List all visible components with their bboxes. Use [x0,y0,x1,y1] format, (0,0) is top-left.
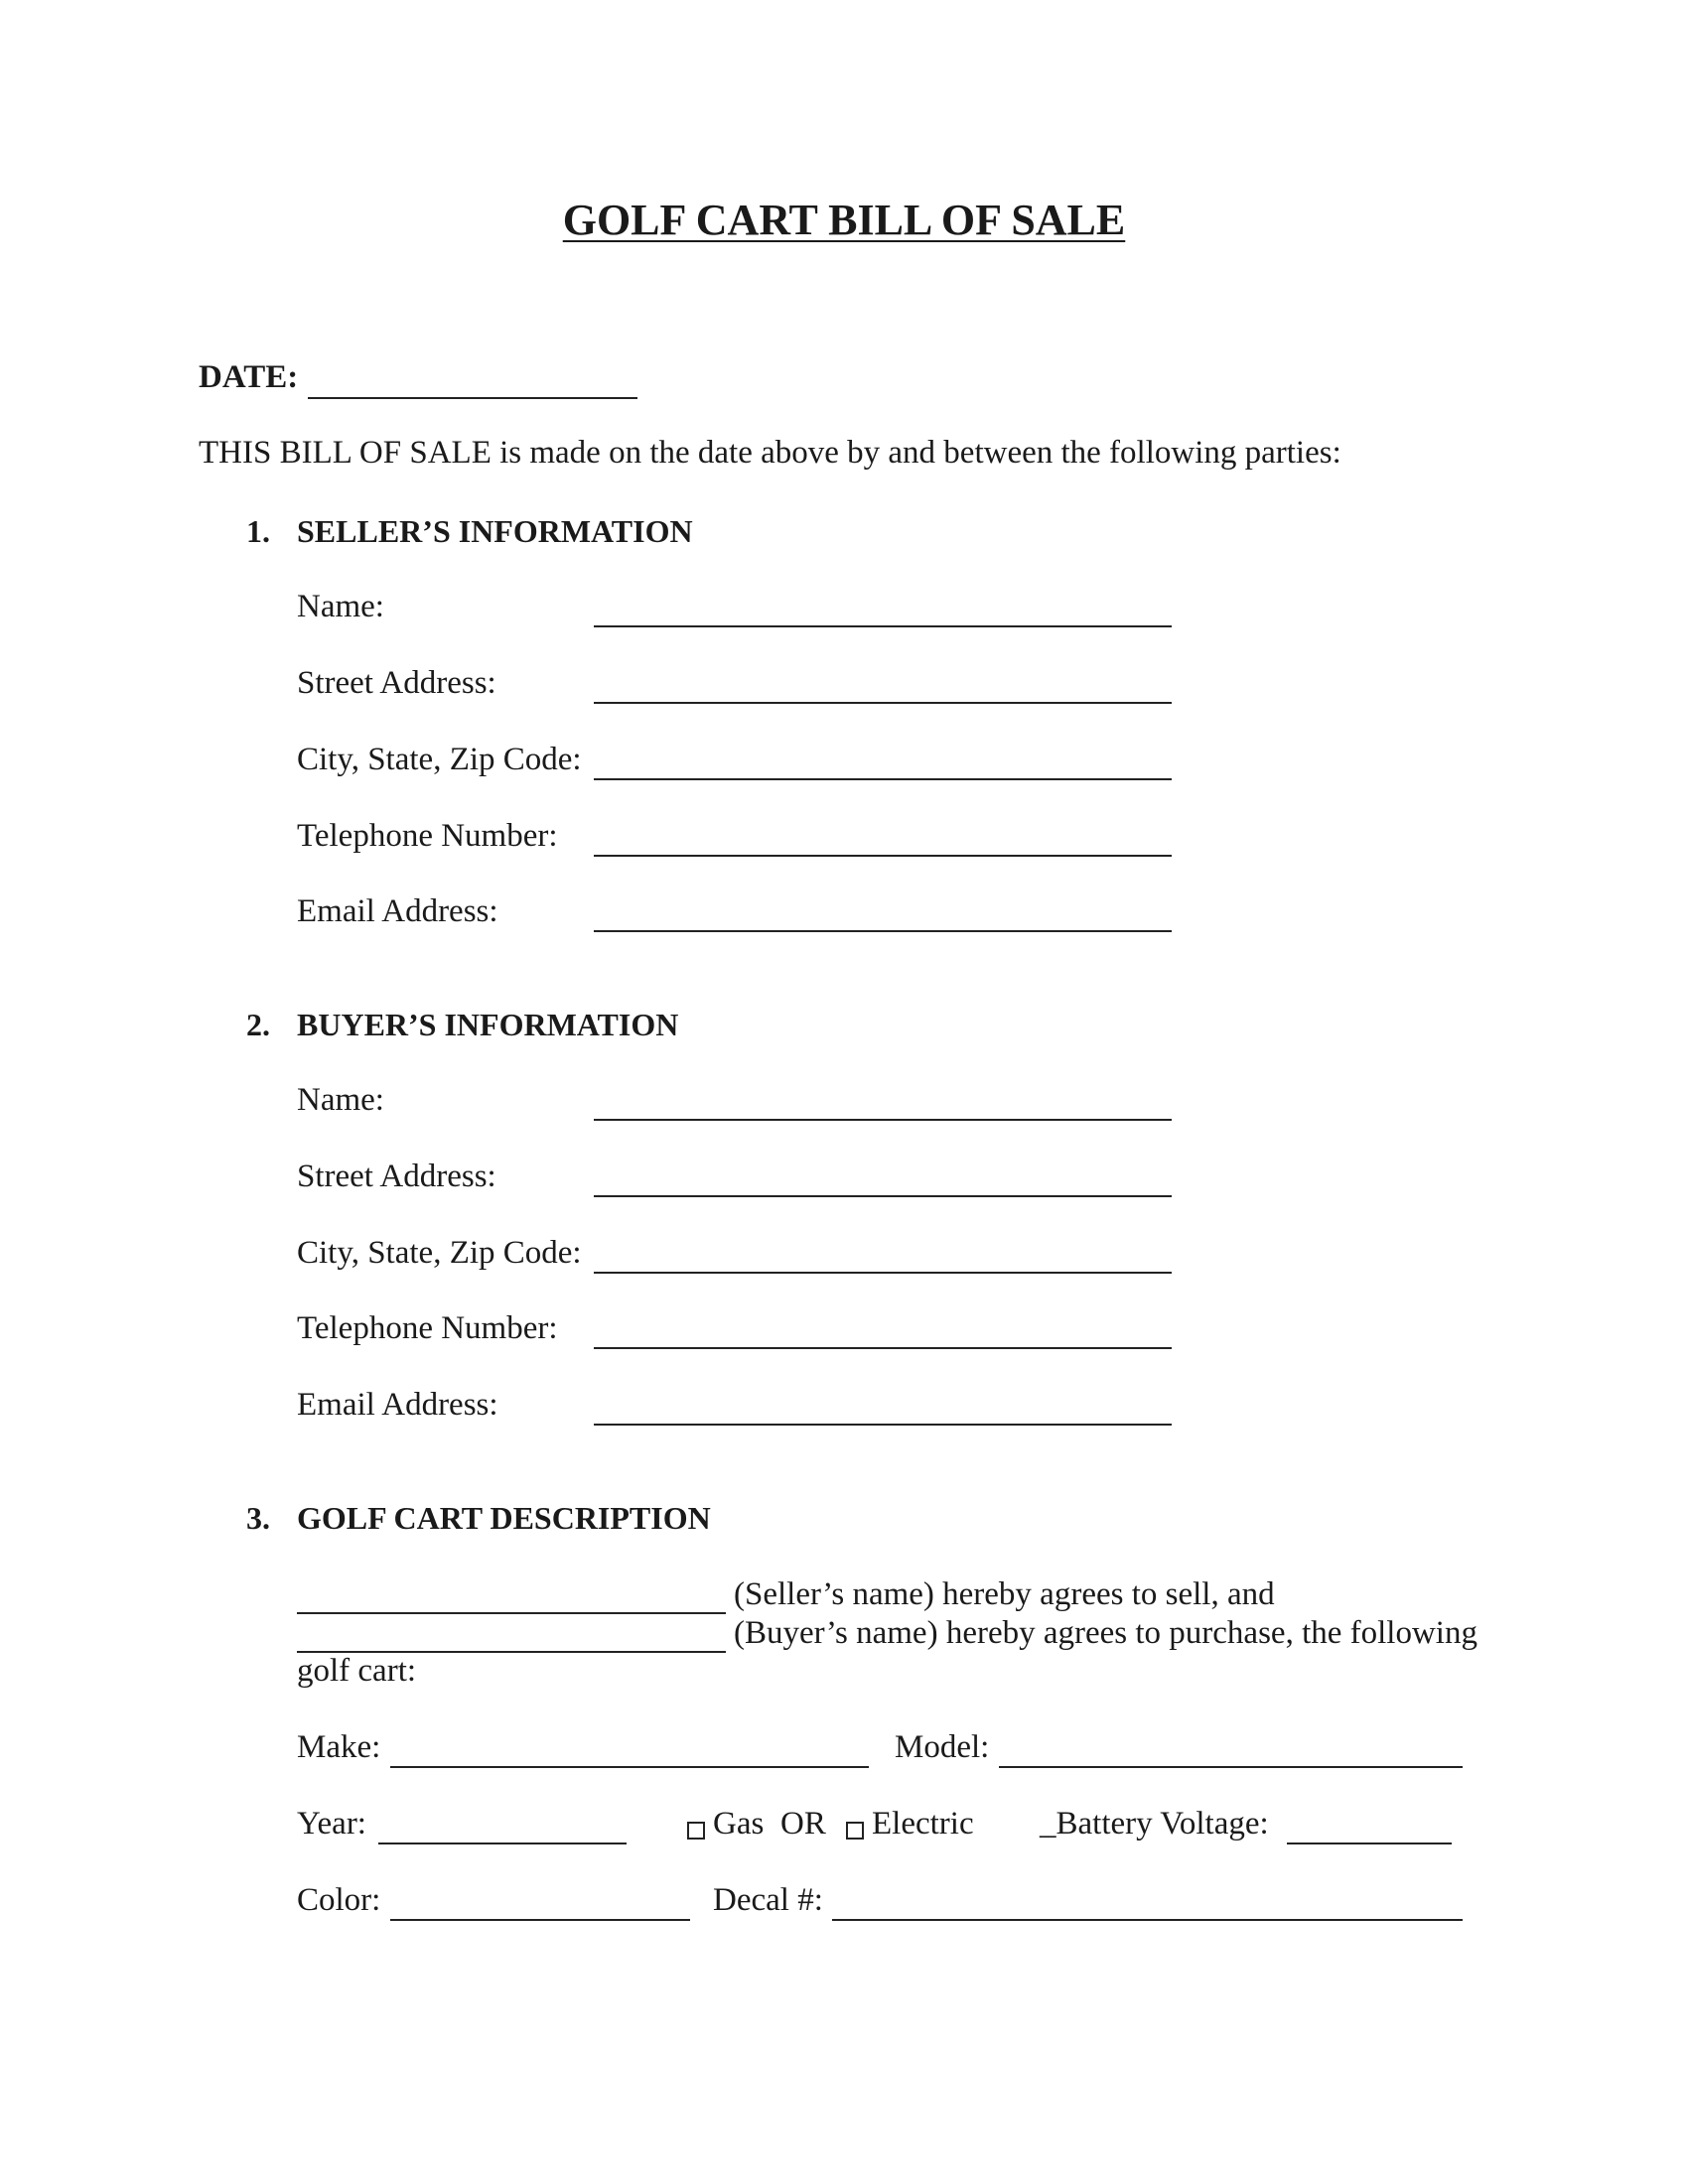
seller-city-field[interactable] [594,778,1172,780]
seller-name-label: Name: [297,589,384,624]
model-label: Model: [895,1729,990,1765]
document-title: GOLF CART BILL OF SALE [562,196,1126,244]
seller-name-blank[interactable] [297,1612,726,1614]
buyer-email-label: Email Address: [297,1387,498,1423]
section-title-description: GOLF CART DESCRIPTION [297,1500,711,1536]
electric-checkbox[interactable] [846,1822,864,1840]
date-label: DATE: [199,359,299,395]
section-number-buyer: 2. [246,1007,270,1042]
electric-label: Electric [872,1806,974,1842]
intro-text: THIS BILL OF SALE is made on the date above by and between the following parties: [199,435,1341,471]
date-field[interactable] [308,397,637,399]
decal-label: Decal #: [713,1882,823,1918]
buyer-phone-field[interactable] [594,1347,1172,1349]
color-field[interactable] [390,1919,690,1921]
gas-label: Gas [713,1806,765,1842]
seller-agreement-text: (Seller’s name) hereby agrees to sell, and [734,1576,1275,1612]
seller-phone-label: Telephone Number: [297,818,558,854]
or-label: OR [780,1806,826,1842]
year-label: Year: [297,1806,366,1842]
year-field[interactable] [378,1843,627,1844]
section-number-description: 3. [246,1500,270,1536]
buyer-street-label: Street Address: [297,1159,496,1194]
model-field[interactable] [999,1766,1463,1768]
buyer-city-label: City, State, Zip Code: [297,1235,582,1271]
make-field[interactable] [390,1766,869,1768]
seller-street-label: Street Address: [297,665,496,701]
seller-email-field[interactable] [594,930,1172,932]
seller-name-field[interactable] [594,625,1172,627]
battery-voltage-field[interactable] [1287,1843,1452,1844]
make-label: Make: [297,1729,381,1765]
section-number-seller: 1. [246,513,270,549]
color-label: Color: [297,1882,381,1918]
buyer-name-field[interactable] [594,1119,1172,1121]
section-title-buyer: BUYER’S INFORMATION [297,1007,679,1042]
section-title-seller: SELLER’S INFORMATION [297,513,693,549]
buyer-phone-label: Telephone Number: [297,1310,558,1346]
seller-phone-field[interactable] [594,855,1172,857]
battery-voltage-label: _Battery Voltage: [1040,1806,1269,1842]
buyer-city-field[interactable] [594,1272,1172,1274]
buyer-street-field[interactable] [594,1195,1172,1197]
agreement-continuation: golf cart: [297,1653,417,1689]
buyer-agreement-text: (Buyer’s name) hereby agrees to purchase, the following [734,1615,1477,1651]
buyer-email-field[interactable] [594,1424,1172,1426]
decal-field[interactable] [832,1919,1463,1921]
gas-checkbox[interactable] [687,1822,705,1840]
seller-city-label: City, State, Zip Code: [297,742,582,777]
seller-street-field[interactable] [594,702,1172,704]
buyer-name-label: Name: [297,1082,384,1118]
seller-email-label: Email Address: [297,893,498,929]
